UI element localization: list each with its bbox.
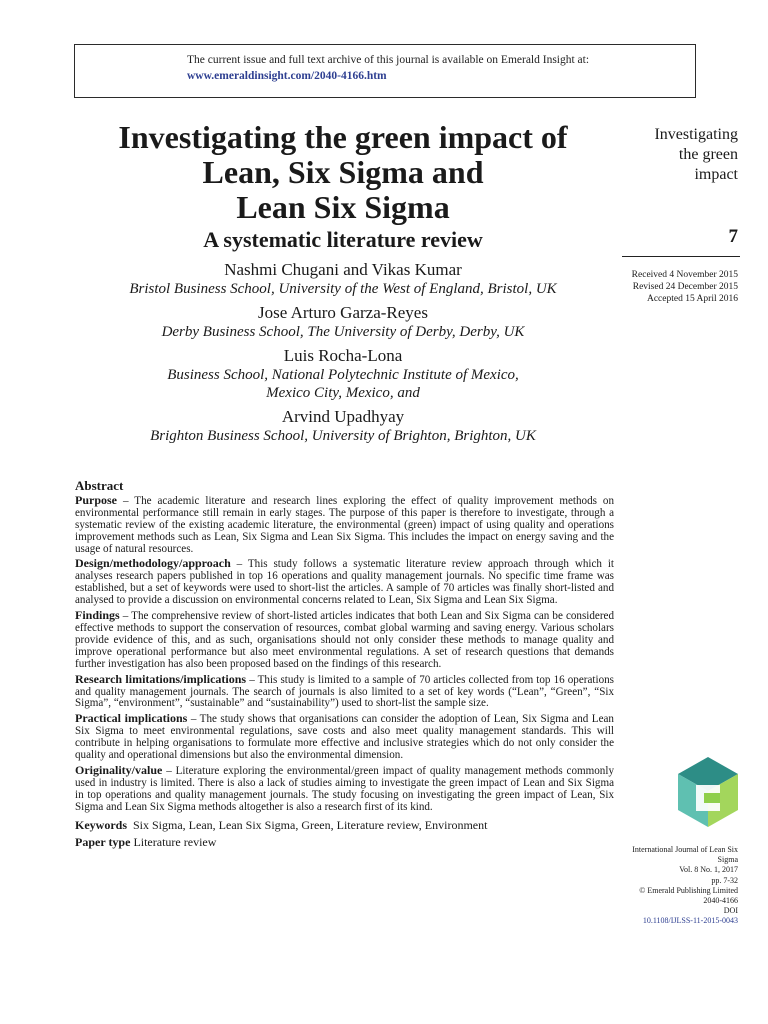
- doi-line: [600, 906, 738, 926]
- abstract-section-practical: [75, 713, 614, 762]
- author-name: Luis Rocha-Lona: [283, 346, 403, 365]
- abstract-section-limitations: [75, 671, 614, 711]
- received-date: Received 4 November 2015: [631, 270, 738, 280]
- abstract-heading: Abstract: [75, 478, 124, 493]
- running-head-line: impact: [694, 166, 738, 183]
- author-affiliation: Derby Business School, The University of Derby, Derby, UK: [161, 324, 525, 340]
- section-label: Purpose: [75, 492, 117, 507]
- abstract-section-originality: [75, 762, 614, 814]
- abstract-section-design: [75, 558, 614, 607]
- author-affiliation: Bristol Business School, University of the West of England, Bristol, UK: [129, 281, 557, 297]
- journal-pages: pp. 7-32: [711, 875, 738, 885]
- author-name: Jose Arturo Garza-Reyes: [258, 303, 428, 322]
- paper-type-line: [75, 837, 614, 849]
- doi-label: DOI: [723, 906, 738, 916]
- running-head-line: Investigating: [654, 126, 738, 143]
- keywords-label: Keywords: [75, 817, 127, 832]
- section-label: Research limitations/implications: [75, 671, 247, 686]
- revised-date: Revised 24 December 2015: [632, 282, 738, 292]
- doi-link[interactable]: 10.1108/IJLSS-11-2015-0043: [642, 916, 738, 926]
- running-head-line: the green: [678, 146, 738, 163]
- journal-volume: Vol. 8 No. 1, 2017: [679, 865, 738, 875]
- keywords-value: Six Sigma, Lean, Lean Six Sigma, Green, Literature review, Environment: [133, 817, 488, 832]
- abstract: [75, 480, 614, 849]
- section-text: – The study shows that organisations can consider the adoption of Lean, Six Sigma and Lean Six Sigma to meet environmental regulations, save costs and also meet quality management standards. This will contribute in helping organisations to formulate more effective and inclusive strategies which do not only consider the quality and operational dimensions but also the environmental dimension.: [75, 713, 614, 762]
- author-affiliation: Mexico City, Mexico, and: [266, 385, 420, 401]
- accepted-date: Accepted 15 April 2016: [646, 294, 738, 304]
- abstract-section-purpose: [75, 492, 614, 556]
- journal-issn: 2040-4166: [703, 896, 738, 906]
- journal-name: International Journal of Lean Six: [632, 845, 738, 854]
- section-label: Originality/value: [75, 762, 163, 777]
- section-label: Practical implications: [75, 711, 188, 726]
- emerald-publishing-logo-icon: [676, 755, 740, 829]
- abstract-section-findings: [75, 610, 614, 671]
- running-head: [600, 125, 738, 185]
- author-affiliation: Brighton Business School, University of Brighton, Brighton, UK: [150, 428, 536, 444]
- page-number: 7: [728, 226, 738, 247]
- journal-info: [600, 845, 738, 927]
- section-text: – The academic literature and research lines exploring the effect of quality improvement methods on environmental performance still remain in early stages. The purpose of this paper is therefore to investigate, through a systematic review of the existing academic literature, the environmental (green) impact of using quality and operations improvement methods such as Lean, Six Sigma and Lean Six Sigma. This includes the impact on energy saving and the usage of natural resources.: [75, 494, 614, 555]
- logo-c-inner: [704, 793, 720, 803]
- archive-notice-box: [74, 44, 696, 98]
- title-line: Lean, Six Sigma and: [202, 154, 484, 190]
- article-title: [72, 120, 614, 225]
- section-text: – This study is limited to a sample of 70 articles collected from top 16 operations and quality management journals. The search of journals is also limited to a set of key words (“Lean”, “Green”, “Six Sigma”, “environment”, “sustainable” and “sustainability”) used to short-list the sample size.: [75, 673, 614, 710]
- section-text: – Literature exploring the environmental/green impact of quality management methods commonly used in industry is limited. There is also a lack of studies aiming to investigate the green impact of Lean and Six Sigma in top operations and quality management journals. The study focusing on investigating the green impact of Lean, Six Sigma and Lean Six Sigma methods altogether is also a research first of its kind.: [75, 764, 614, 813]
- paper-type-label: Paper type: [75, 835, 131, 850]
- title-line: Lean Six Sigma: [236, 189, 450, 225]
- journal-copyright: © Emerald Publishing Limited: [639, 885, 738, 895]
- margin-divider: [622, 256, 740, 257]
- archive-url-link[interactable]: www.emeraldinsight.com/2040-4166.htm: [187, 70, 387, 82]
- section-label: Design/methodology/approach: [75, 556, 231, 571]
- title-line: Investigating the green impact of: [118, 119, 568, 155]
- author-affiliation: Business School, National Polytechnic Institute of Mexico,: [167, 367, 519, 383]
- section-text: – The comprehensive review of short-listed articles indicates that both Lean and Six Sigma can be considered effective methods to support the conservation of resources, combat global warming and saving energy. Various scholars provide evidence of this, and as such, organisations should not only consider these methods to manage quality and improve operational performance but also meet environmental regulations. A set of research questions that demands further investigation has also been proposed based on the findings of this research.: [75, 610, 614, 670]
- section-text: – This study follows a systematic literature review approach through which it analyses research papers published in top 16 operations and quality management journals. No specific time frame was established, but a set of keywords were used to short-list the articles. A sample of 70 articles was finally short-listed and analysed to provide a discussion on environmental concerns related to Lean, Six Sigma and Lean Six Sigma.: [75, 558, 614, 607]
- author-name: Nashmi Chugani and Vikas Kumar: [224, 260, 462, 279]
- article-subtitle: A systematic literature review: [203, 227, 483, 252]
- archive-notice-text: The current issue and full text archive of this journal is available on Emerald Insight at:: [187, 54, 590, 66]
- paper-type-value: Literature review: [133, 835, 217, 850]
- section-label: Findings: [75, 608, 120, 623]
- author-name: Arvind Upadhyay: [281, 407, 405, 426]
- keywords-line: [75, 817, 614, 832]
- journal-name-cont: Sigma: [717, 855, 738, 865]
- article-history-dates: [600, 269, 738, 305]
